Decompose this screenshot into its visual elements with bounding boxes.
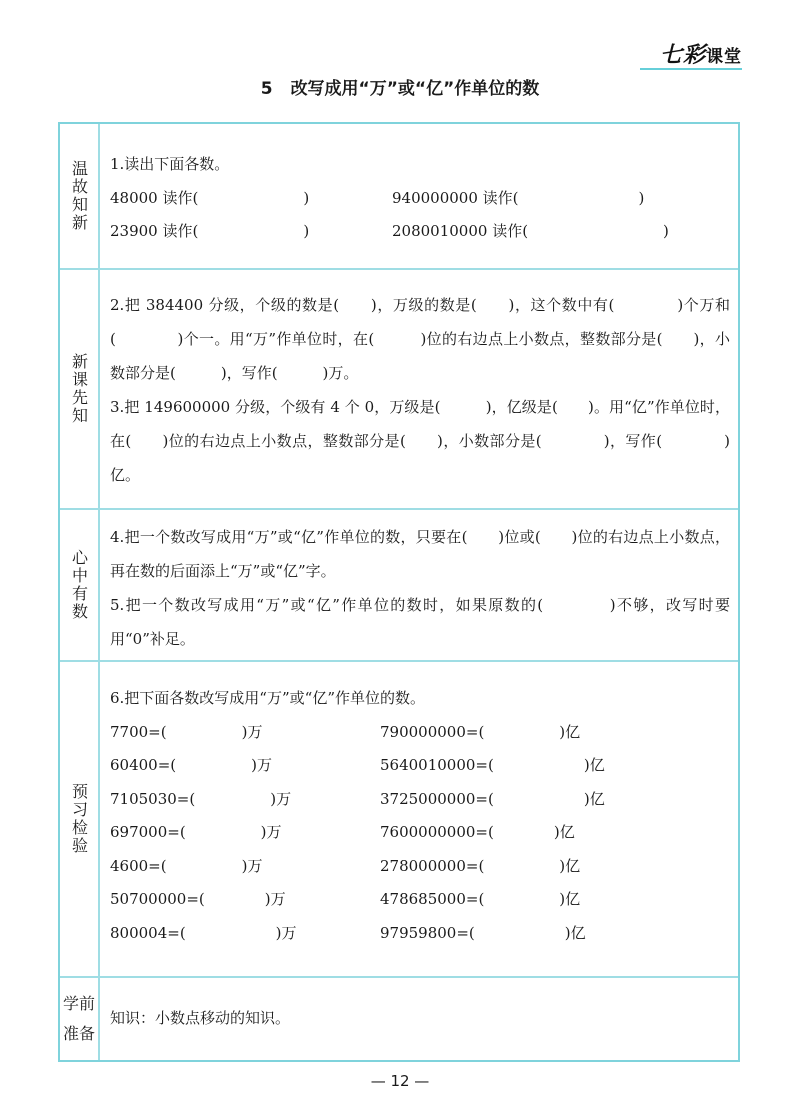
question-5: 5.把一个数改写成用“万”或“亿”作单位的数时，如果原数的( )不够，改写时要用“0”补足。 xyxy=(110,596,730,648)
section-preview xyxy=(60,270,738,510)
conversion-row xyxy=(110,749,730,783)
conversion-row xyxy=(110,716,730,750)
section-content xyxy=(110,1002,730,1036)
conversion-row xyxy=(110,850,730,884)
section-label: 心中有数 xyxy=(69,549,89,621)
lesson-title-text: 改写成用“万”或“亿”作单位的数 xyxy=(290,79,540,99)
brand-sub: 课堂 xyxy=(706,47,742,67)
conversion-item: 50700000=( )万 xyxy=(110,890,286,908)
reading-item: 48000 读作( ) xyxy=(110,188,310,207)
lesson-title xyxy=(0,74,800,99)
section-label-cell xyxy=(60,662,100,976)
conversion-item: 278000000=( )亿 xyxy=(380,856,581,875)
conversion-item: 790000000=( )亿 xyxy=(380,722,581,741)
section-content xyxy=(110,148,730,249)
conversion-row xyxy=(110,816,730,850)
question-6-heading: 6.把下面各数改写成用“万”或“亿”作单位的数。 xyxy=(110,689,425,707)
page-number: — 12 — xyxy=(370,1072,430,1090)
section-content xyxy=(110,520,730,656)
conversion-item: 3725000000=( )亿 xyxy=(380,789,605,808)
section-practice xyxy=(60,662,738,978)
section-content xyxy=(110,288,730,492)
section-label-cell xyxy=(60,124,100,268)
question-1-heading: 1.读出下面各数。 xyxy=(110,155,230,173)
section-label-cell xyxy=(60,270,100,508)
brand-main: 七彩 xyxy=(659,42,706,68)
section-label-bottom: 准备 xyxy=(62,1024,95,1043)
conversion-item: 7700=( )万 xyxy=(110,722,263,741)
question-3: 3.把 149600000 分级，个级有 4 个 0，万级是( )，亿级是( )。用“亿”作单位时，在( )位的右边点上小数点，整数部分是( )，小数部分是( )，写作( )亿。 xyxy=(110,398,730,484)
section-content xyxy=(110,682,730,950)
section-label: 预习检验 xyxy=(69,783,89,855)
conversion-item: 97959800=( )亿 xyxy=(380,923,586,942)
conversion-item: 478685000=( )亿 xyxy=(380,890,581,908)
conversion-row xyxy=(110,883,730,917)
section-label-cell xyxy=(60,978,100,1060)
conversion-row xyxy=(110,917,730,951)
lesson-number: 5 xyxy=(260,79,273,99)
conversion-item: 60400=( )万 xyxy=(110,756,272,774)
conversion-item: 7105030=( )万 xyxy=(110,789,292,808)
section-review xyxy=(60,124,738,270)
conversion-item: 7600000000=( )亿 xyxy=(380,823,575,841)
reading-row xyxy=(110,215,730,249)
conversion-item: 800004=( )万 xyxy=(110,923,297,942)
conversion-item: 5640010000=( )亿 xyxy=(380,756,605,774)
section-label-cell xyxy=(60,510,100,660)
conversion-item: 697000=( )万 xyxy=(110,823,282,841)
question-2: 2.把 384400 分级，个级的数是( )，万级的数是( )，这个数中有( )个万和( )个一。用“万”作单位时，在( )位的右边点上小数点，整数部分是( )，小数部分是( )，写作( )万。 xyxy=(110,296,730,382)
section-preparation xyxy=(60,978,738,1060)
reading-row xyxy=(110,182,730,216)
question-4: 4.把一个数改写成用“万”或“亿”作单位的数，只要在( )位或( )位的右边点上小数点，再在数的后面添上“万”或“亿”字。 xyxy=(110,528,730,580)
section-label: 新课先知 xyxy=(69,353,89,425)
conversion-item: 4600=( )万 xyxy=(110,856,263,875)
preparation-text: 知识：小数点移动的知识。 xyxy=(110,1009,291,1027)
reading-item: 940000000 读作( ) xyxy=(392,188,645,207)
brand-underline xyxy=(640,68,742,70)
reading-item: 23900 读作( ) xyxy=(110,222,310,240)
section-label-top: 学前 xyxy=(62,994,95,1013)
section-label xyxy=(62,989,96,1049)
conversion-row xyxy=(110,783,730,817)
section-label: 温故知新 xyxy=(69,160,89,232)
reading-item: 2080010000 读作( ) xyxy=(392,222,669,240)
section-summary xyxy=(60,510,738,662)
worksheet-frame xyxy=(58,122,740,1062)
brand-logo xyxy=(660,38,742,69)
